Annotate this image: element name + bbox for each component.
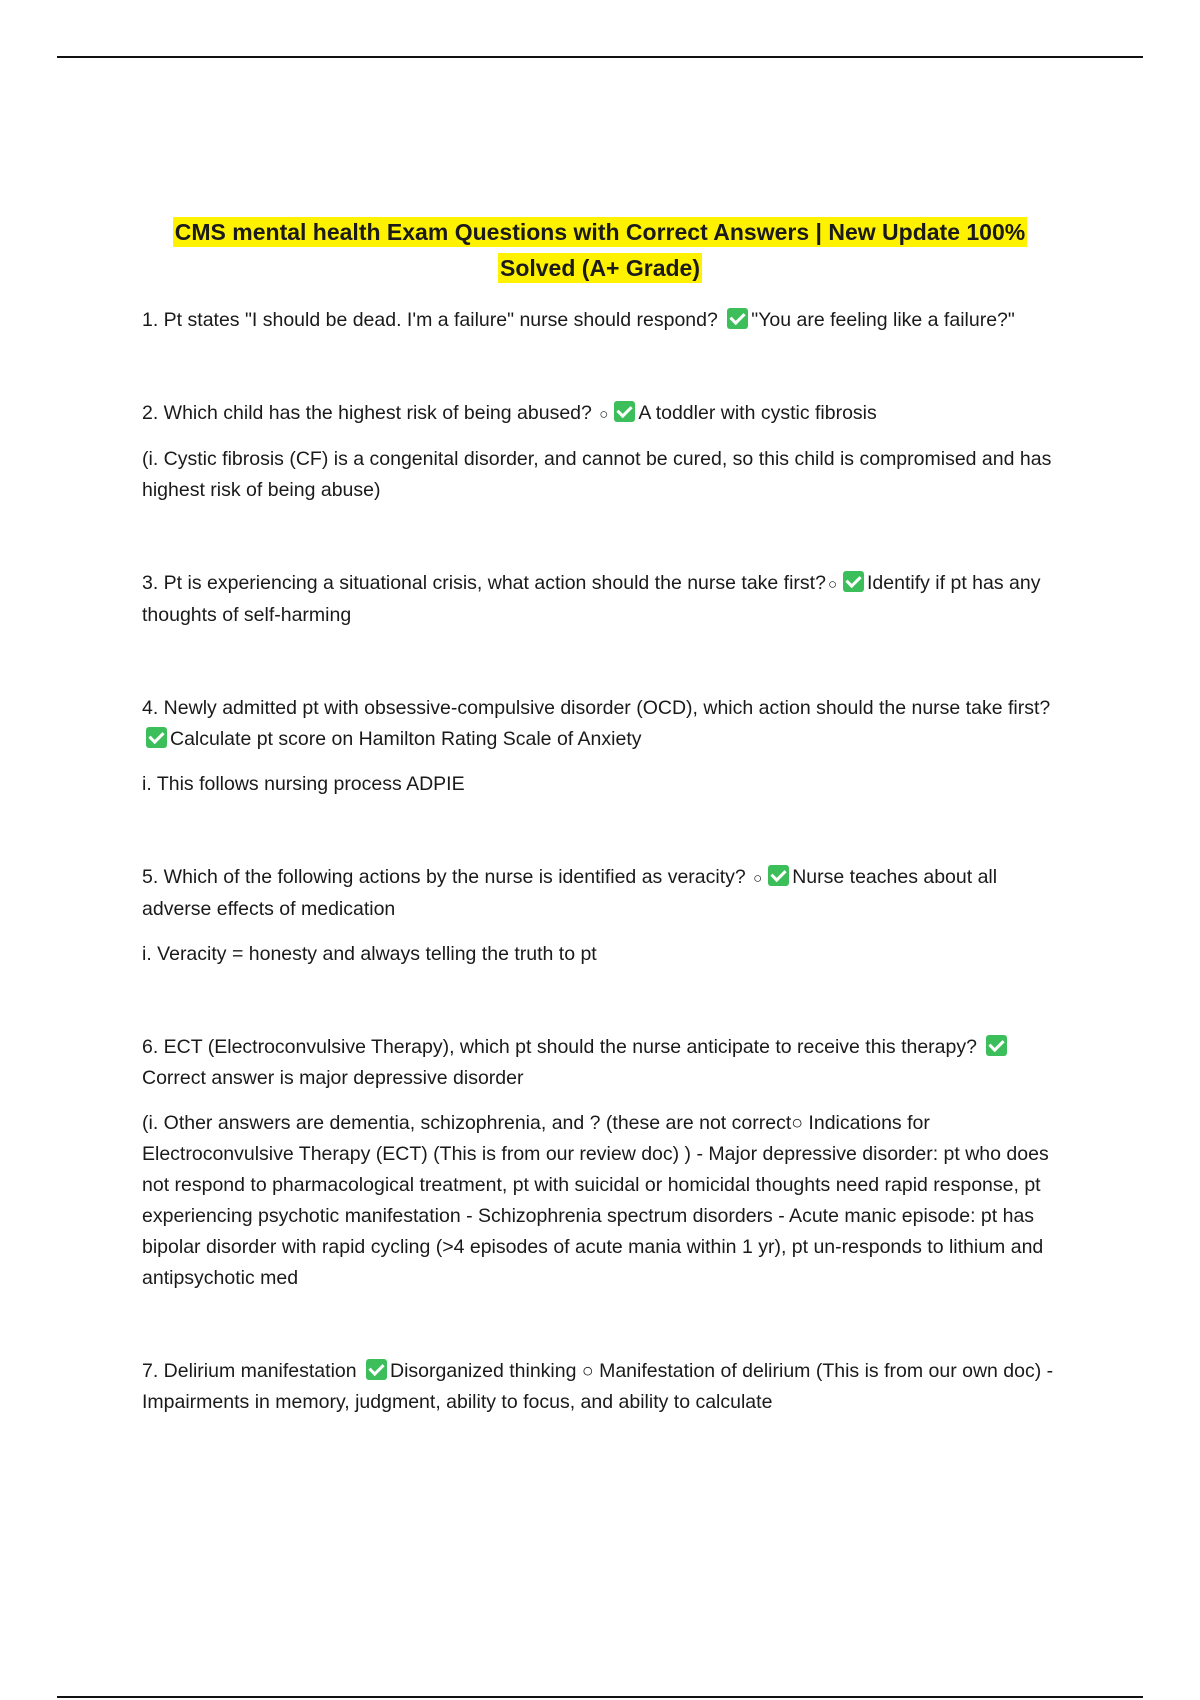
circle-bullet-icon: ○ bbox=[599, 406, 609, 423]
check-mark-icon bbox=[768, 865, 789, 886]
question-text: 1. Pt states "I should be dead. I'm a failure" nurse should respond? bbox=[142, 309, 718, 331]
check-mark-icon bbox=[843, 571, 864, 592]
check-mark-icon bbox=[986, 1035, 1007, 1056]
question-item-5 bbox=[142, 862, 1062, 970]
question-text: 5. Which of the following actions by the nurse is identified as veracity? bbox=[142, 866, 746, 888]
top-rule bbox=[57, 56, 1143, 58]
question-item-2 bbox=[142, 398, 1062, 506]
answer-text: Disorganized thinking ○ Manifestation of delirium (This is from our own doc) - Impairments in memory, judgment, ability to focus, and ability to calculate bbox=[142, 1360, 1054, 1413]
title-line-2: Solved (A+ Grade) bbox=[499, 255, 701, 281]
bottom-rule bbox=[57, 1696, 1143, 1698]
question-item-4 bbox=[142, 693, 1062, 800]
question-item-1 bbox=[142, 305, 1062, 336]
question-item-6 bbox=[142, 1032, 1062, 1294]
check-mark-icon bbox=[146, 727, 167, 748]
question-item-3 bbox=[142, 568, 1062, 631]
check-mark-icon bbox=[614, 401, 635, 422]
question-text: 2. Which child has the highest risk of being abused? bbox=[142, 402, 592, 424]
question-text: 3. Pt is experiencing a situational crisis, what action should the nurse take first? bbox=[142, 572, 826, 594]
answer-text: "You are feeling like a failure?" bbox=[751, 309, 1015, 331]
answer-text: Nurse teaches about all adverse effects of medication bbox=[142, 866, 998, 920]
check-mark-icon bbox=[366, 1359, 387, 1380]
answer-text: A toddler with cystic fibrosis bbox=[638, 402, 877, 424]
explanation-note: (i. Cystic fibrosis (CF) is a congenital disorder, and cannot be cured, so this child is compromised and has highest risk of being abuse) bbox=[142, 448, 1052, 501]
answer-text: Correct answer is major depressive disorder bbox=[142, 1067, 524, 1089]
answer-text: Identify if pt has any thoughts of self-harming bbox=[142, 572, 1041, 626]
question-text: 7. Delirium manifestation bbox=[142, 1360, 357, 1382]
circle-bullet-icon: ○ bbox=[753, 870, 763, 887]
question-text: 6. ECT (Electroconvulsive Therapy), which pt should the nurse anticipate to receive this therapy? bbox=[142, 1036, 977, 1058]
explanation-note: (i. Other answers are dementia, schizophrenia, and ? (these are not correct○ Indications for Electroconvulsive Therapy (ECT) (This is from our review doc) ) - Major depressive disorder: pt who does not respond to pharmacological treatment, pt with suicidal or homicidal thoughts need rapid response, pt experiencing psychotic manifestation - Schizophrenia spectrum disorders - Acute manic episode: pt has bipolar disorder with rapid cycling (>4 episodes of acute mania within 1 yr), pt un-responds to lithium and antipsychotic med bbox=[142, 1112, 1049, 1289]
question-text: 4. Newly admitted pt with obsessive-compulsive disorder (OCD), which action should the nurse take first? bbox=[142, 697, 1051, 719]
explanation-note: i. This follows nursing process ADPIE bbox=[142, 773, 465, 795]
title-line-1: CMS mental health Exam Questions with Correct Answers | New Update 100% bbox=[174, 219, 1026, 245]
circle-bullet-icon: ○ bbox=[827, 576, 838, 593]
question-list bbox=[142, 305, 1062, 1418]
check-mark-icon bbox=[727, 308, 748, 329]
explanation-note: i. Veracity = honesty and always telling the truth to pt bbox=[142, 943, 597, 965]
question-item-7 bbox=[142, 1356, 1062, 1418]
answer-text: Calculate pt score on Hamilton Rating Scale of Anxiety bbox=[170, 728, 642, 750]
document-title bbox=[130, 214, 1070, 286]
